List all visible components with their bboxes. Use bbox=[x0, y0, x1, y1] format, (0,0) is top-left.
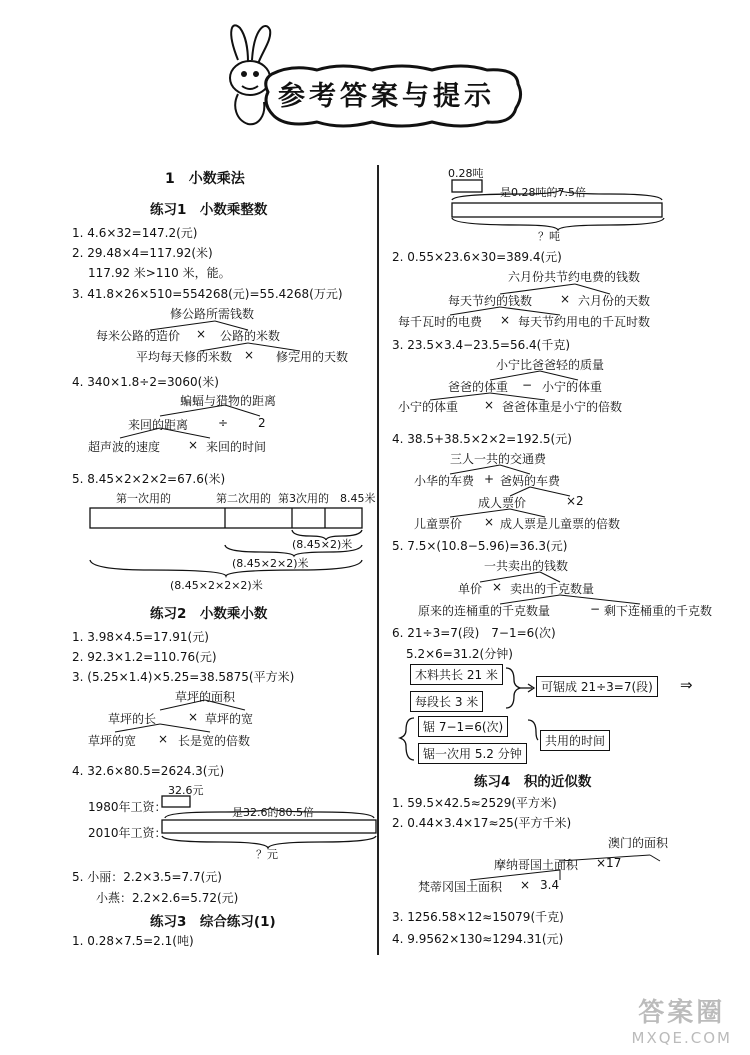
tree-node: 每千瓦时的电费 bbox=[398, 315, 483, 329]
tree-node: 一共卖出的钱数 bbox=[484, 559, 569, 573]
exercise1-title: 练习1 小数乘整数 bbox=[150, 202, 268, 218]
ex2-answer-3: 3. (5.25×1.4)×5.25=38.5875(平方米) bbox=[72, 670, 295, 684]
tree-operator: − bbox=[522, 378, 533, 392]
watermark bbox=[632, 992, 733, 1047]
flow-box: 木料共长 21 米 bbox=[410, 664, 503, 685]
ex2-answer-5: 5. 小丽：2.2×3.5=7.7(元) bbox=[72, 870, 222, 884]
tree-node: 修公路所需钱数 bbox=[170, 307, 255, 321]
tree-node: 来回的时间 bbox=[206, 440, 267, 454]
tree-operator: ×2 bbox=[566, 494, 584, 508]
flow-box: 可锯成 21÷3=7(段) bbox=[536, 676, 658, 697]
ex1-answer-2b: 117.92 米>110 米，能。 bbox=[88, 266, 231, 280]
tree-node: 六月份的天数 bbox=[578, 294, 651, 308]
flow-box: 锯一次用 5.2 分钟 bbox=[418, 743, 527, 764]
watermark-url: MXQE.COM bbox=[631, 1029, 732, 1047]
tree-node: 小宁的体重 bbox=[542, 380, 603, 394]
tree-node: 摩纳哥国土面积 bbox=[494, 858, 579, 872]
tree-node: 蝙蝠与猎物的距离 bbox=[180, 394, 277, 408]
ex1-answer-2: 2. 29.48×4=117.92(米) bbox=[72, 246, 213, 260]
segment-label: 8.45米 bbox=[340, 492, 376, 505]
tree-node: 每天节约用电的千瓦时数 bbox=[518, 315, 651, 329]
tree-operator: ×17 bbox=[596, 856, 622, 870]
segment-label: 第一次用的 bbox=[116, 492, 171, 505]
bar-label: 是0.28吨的7.5倍 bbox=[500, 186, 586, 199]
tree-operator: − bbox=[590, 602, 601, 616]
tree-operator: × bbox=[484, 515, 495, 529]
brace-label: (8.45×2×2)米 bbox=[232, 557, 309, 570]
tree-node: 平均每天修的米数 bbox=[136, 350, 233, 364]
bar-label: ？吨 bbox=[538, 230, 560, 243]
tree-node: 三人一共的交通费 bbox=[450, 452, 547, 466]
ex4-answer-1: 1. 59.5×42.5≈2529(平方米) bbox=[392, 796, 557, 810]
flow-box: 每段长 3 米 bbox=[410, 691, 483, 712]
ex2-answer-1: 1. 3.98×4.5=17.91(元) bbox=[72, 630, 209, 644]
ex1-answer-1: 1. 4.6×32=147.2(元) bbox=[72, 226, 198, 240]
bar-label: 1980年工资： bbox=[88, 800, 167, 814]
tree-operator: + bbox=[484, 472, 495, 486]
tree-node: 每米公路的造价 bbox=[96, 329, 181, 343]
tree-node: 小华的车费 bbox=[414, 474, 475, 488]
tree-node: 小宁的体重 bbox=[398, 400, 459, 414]
tree-node: 澳门的面积 bbox=[608, 836, 669, 850]
tree-node: 超声波的速度 bbox=[88, 440, 161, 454]
tree-operator: × bbox=[492, 580, 503, 594]
flow-box: 锯 7−1=6(次) bbox=[418, 716, 508, 737]
tree-node: 爸爸体重是小宁的倍数 bbox=[502, 400, 623, 414]
exercise3-title: 练习3 综合练习(1) bbox=[150, 914, 276, 930]
ex2-answer-4: 4. 32.6×80.5=2624.3(元) bbox=[72, 764, 225, 778]
brace-label: (8.45×2×2×2)米 bbox=[170, 579, 263, 592]
ex1-answer-3: 3. 41.8×26×510=554268(元)=55.4268(万元) bbox=[72, 287, 343, 301]
tree-operator: × bbox=[484, 398, 495, 412]
tree-operator: × bbox=[188, 438, 199, 452]
tree-node: 小宁比爸爸轻的质量 bbox=[496, 358, 605, 372]
watermark-logo-text: 答案圈 bbox=[638, 998, 726, 1028]
tree-operator: ÷ bbox=[218, 416, 229, 430]
ex3-answer-2: 2. 0.55×23.6×30=389.4(元) bbox=[392, 250, 562, 264]
tree-node: 梵蒂冈国土面积 bbox=[418, 880, 503, 894]
tree-node: 单价 bbox=[458, 582, 483, 596]
tree-node: 爸妈的车费 bbox=[500, 474, 561, 488]
tree-node: 成人票是儿童票的倍数 bbox=[500, 517, 621, 531]
bar-label: ？元 bbox=[256, 848, 278, 861]
tree-operator: × bbox=[500, 313, 511, 327]
segment-label: 第3次用的 bbox=[278, 492, 329, 505]
tree-node: 六月份共节约电费的钱数 bbox=[508, 270, 641, 284]
tree-node: 草坪的面积 bbox=[175, 690, 236, 704]
brace-label: (8.45×2)米 bbox=[292, 538, 353, 551]
banner-title: 参考答案与提示 bbox=[278, 81, 495, 112]
ex3-answer-6b: 5.2×6=31.2(分钟) bbox=[406, 647, 513, 661]
ex3-answer-6: 6. 21÷3=7(段) 7−1=6(次) bbox=[392, 626, 556, 640]
ex3-answer-5: 5. 7.5×(10.8−5.96)=36.3(元) bbox=[392, 539, 568, 553]
segment-label: 第二次用的 bbox=[216, 492, 271, 505]
flow-box: 共用的时间 bbox=[540, 730, 610, 751]
tree-node: 草坪的宽 bbox=[88, 734, 137, 748]
tree-node: 卖出的千克数量 bbox=[510, 582, 595, 596]
tree-node: 每天节约的钱数 bbox=[448, 294, 533, 308]
double-arrow-icon: ⇒ bbox=[680, 676, 693, 694]
ex4-answer-4: 4. 9.9562×130≈1294.31(元) bbox=[392, 932, 564, 946]
tree-node: 草坪的长 bbox=[108, 712, 157, 726]
ex2-answer-5b: 小燕：2.2×2.6=5.72(元) bbox=[96, 891, 239, 905]
bar-label: 0.28吨 bbox=[448, 167, 484, 180]
chapter-title: 1 小数乘法 bbox=[165, 171, 245, 187]
ex3-answer-4: 4. 38.5+38.5×2×2=192.5(元) bbox=[392, 432, 572, 446]
ex1-answer-5: 5. 8.45×2×2×2=67.6(米) bbox=[72, 472, 226, 486]
ex2-answer-2: 2. 92.3×1.2=110.76(元) bbox=[72, 650, 217, 664]
tree-operator: × bbox=[196, 327, 207, 341]
tree-node: 长是宽的倍数 bbox=[178, 734, 251, 748]
tree-node: 儿童票价 bbox=[414, 517, 463, 531]
tree-node: 爸爸的体重 bbox=[448, 380, 509, 394]
bar-label: 是32.6的80.5倍 bbox=[232, 806, 314, 819]
tree-operator: × bbox=[188, 710, 199, 724]
exercise4-title: 练习4 积的近似数 bbox=[474, 774, 592, 790]
tree-node: 成人票价 bbox=[478, 496, 527, 510]
ex1-answer-4: 4. 340×1.8÷2=3060(米) bbox=[72, 375, 219, 389]
tree-node: 2 bbox=[258, 416, 266, 430]
ex4-answer-2: 2. 0.44×3.4×17≈25(平方千米) bbox=[392, 816, 572, 830]
tree-node: 剩下连桶重的千克数 bbox=[604, 604, 713, 618]
ex3-answer-3: 3. 23.5×3.4−23.5=56.4(千克) bbox=[392, 338, 571, 352]
ex3-answer-1: 1. 0.28×7.5=2.1(吨) bbox=[72, 934, 194, 948]
tree-node: 草坪的宽 bbox=[205, 712, 254, 726]
tree-node: 修完用的天数 bbox=[276, 350, 349, 364]
tree-operator: × bbox=[244, 348, 255, 362]
tree-node: 3.4 bbox=[540, 878, 560, 892]
tree-operator: × bbox=[560, 292, 571, 306]
ex4-answer-3: 3. 1256.58×12≈15079(千克) bbox=[392, 910, 564, 924]
tree-node: 来回的距离 bbox=[128, 418, 189, 432]
exercise2-title: 练习2 小数乘小数 bbox=[150, 606, 268, 622]
bar-label: 32.6元 bbox=[168, 784, 204, 797]
tree-operator: × bbox=[520, 878, 531, 892]
tree-operator: × bbox=[158, 732, 169, 746]
tree-node: 原来的连桶重的千克数量 bbox=[418, 604, 551, 618]
bar-label: 2010年工资： bbox=[88, 826, 167, 840]
tree-node: 公路的米数 bbox=[220, 329, 281, 343]
